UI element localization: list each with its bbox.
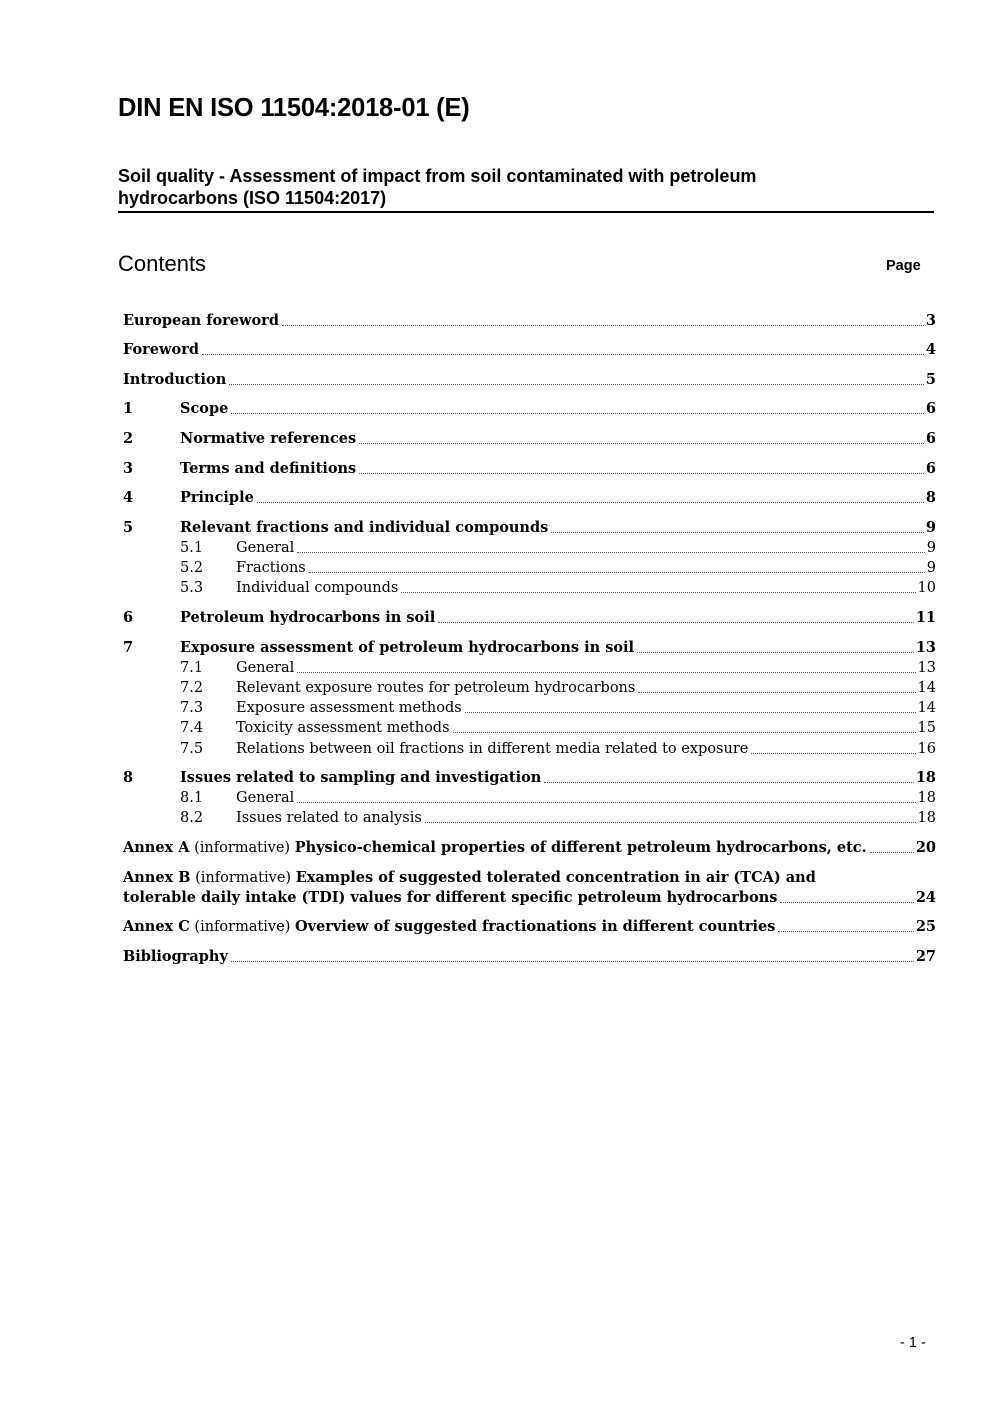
annex-letter: Annex A — [123, 839, 190, 856]
toc-entry[interactable] — [123, 518, 936, 538]
dot-leader — [751, 752, 915, 754]
page-column-label: Page — [886, 258, 921, 274]
toc-entry-title: Exposure assessment of petroleum hydrocarbons in soil — [180, 639, 635, 656]
subtitle-line: Soil quality - Assessment of impact from soil contaminated with petroleum — [118, 166, 757, 186]
dot-leader — [453, 731, 916, 733]
toc-entry-page: 13 — [915, 639, 936, 656]
toc-entry-page: 10 — [917, 580, 936, 596]
toc-entry-title: General — [236, 660, 295, 676]
toc-entry-page: 18 — [915, 769, 936, 786]
dot-leader — [297, 551, 924, 553]
toc-entry-page: 9 — [926, 560, 936, 576]
toc-entry[interactable] — [123, 429, 936, 449]
toc-entry-number: 5.2 — [180, 560, 204, 576]
toc-entry-page: 14 — [917, 700, 936, 716]
toc-entry-number: 3 — [123, 460, 134, 477]
toc-entry-page: 9 — [926, 540, 936, 556]
toc-entry-title: General — [236, 790, 295, 806]
toc-entry-title: Foreword — [123, 341, 199, 358]
toc-entry-title: Physico-chemical properties of different petroleum hydrocarbons, etc. — [294, 839, 867, 856]
toc-subentry[interactable] — [123, 678, 936, 698]
dot-leader — [465, 711, 916, 713]
toc-entry-number: 1 — [123, 400, 134, 417]
toc-entry-title: Toxicity assessment methods — [236, 720, 450, 736]
toc-subentry[interactable] — [123, 808, 936, 828]
toc-annex-entry[interactable] — [123, 917, 936, 937]
toc-subentry[interactable] — [123, 578, 936, 598]
toc-subentry[interactable] — [123, 739, 936, 759]
toc-entry-title: Relevant exposure routes for petroleum hydrocarbons — [236, 680, 636, 696]
dot-leader — [638, 691, 915, 693]
toc-entry-number: 8 — [123, 769, 134, 786]
toc-entry[interactable] — [123, 488, 936, 508]
toc-entry-page: 25 — [915, 918, 936, 935]
dot-leader — [309, 571, 925, 573]
toc-entry-title: General — [236, 540, 295, 556]
toc-entry-number: 7.5 — [180, 741, 204, 757]
toc-subentry[interactable] — [123, 718, 936, 738]
toc-subentry[interactable] — [123, 558, 936, 578]
toc-entry-page: 18 — [917, 810, 936, 826]
annex-letter: Annex B — [123, 869, 191, 886]
toc-entry-title: Principle — [180, 489, 254, 506]
annex-informative: (informative) — [194, 919, 291, 935]
toc-entry-number: 8.1 — [180, 790, 204, 806]
toc-annex-entry[interactable] — [123, 838, 936, 858]
annex-informative: (informative) — [194, 840, 291, 856]
toc-entry[interactable] — [123, 638, 936, 658]
toc-entry[interactable] — [123, 340, 936, 360]
toc-subentry[interactable] — [123, 788, 936, 808]
toc-entry-number: 7.2 — [180, 680, 204, 696]
toc-entry-number: 5 — [123, 519, 134, 536]
toc-entry-page: 3 — [925, 312, 936, 329]
annex-letter: Annex C — [123, 918, 190, 935]
toc-entry[interactable] — [123, 947, 936, 967]
toc-entry[interactable] — [123, 399, 936, 419]
toc-subentry[interactable] — [123, 658, 936, 678]
dot-leader — [401, 591, 915, 593]
toc-entry-number: 7 — [123, 639, 134, 656]
toc-entry-title: Petroleum hydrocarbons in soil — [180, 609, 436, 626]
toc-subentry[interactable] — [123, 698, 936, 718]
dot-leader — [297, 671, 915, 673]
toc-entry-title: tolerable daily intake (TDI) values for different specific petroleum hydrocarbons — [123, 889, 778, 906]
toc-entry-title: Exposure assessment methods — [236, 700, 462, 716]
toc-entry-title: Relations between oil fractions in different media related to exposure — [236, 741, 749, 757]
dot-leader — [359, 442, 924, 444]
toc-entry-number: 7.4 — [180, 720, 204, 736]
toc-entry-number: 2 — [123, 430, 134, 447]
toc-annex-label — [123, 868, 816, 888]
toc-entry-page: 18 — [917, 790, 936, 806]
toc-entry-title: Individual compounds — [236, 580, 399, 596]
dot-leader — [438, 621, 914, 623]
toc-entry-title: Bibliography — [123, 948, 228, 965]
toc-entry-page: 20 — [915, 839, 936, 856]
dot-leader — [297, 801, 915, 803]
dot-leader — [257, 501, 924, 503]
toc-entry-page: 24 — [915, 889, 936, 906]
toc-entry-number: 6 — [123, 609, 134, 626]
toc-entry-page: 13 — [917, 660, 936, 676]
toc-entry-number: 7.1 — [180, 660, 204, 676]
annex-informative: (informative) — [195, 870, 292, 886]
toc-entry-page: 9 — [925, 519, 936, 536]
toc-annex-entry[interactable] — [123, 868, 936, 888]
toc-entry-title: Issues related to analysis — [236, 810, 422, 826]
toc-entry-title: Relevant fractions and individual compounds — [180, 519, 549, 536]
toc-entry[interactable] — [123, 608, 936, 628]
dot-leader — [425, 821, 916, 823]
toc-entry[interactable] — [123, 768, 936, 788]
toc-entry-number: 8.2 — [180, 810, 204, 826]
dot-leader — [637, 651, 914, 653]
toc-subentry[interactable] — [123, 538, 936, 558]
toc-entry-page: 6 — [925, 430, 936, 447]
dot-leader — [544, 781, 913, 783]
toc-entry-number: 5.3 — [180, 580, 204, 596]
page-number: - 1 - — [900, 1335, 926, 1351]
toc-entry-page: 5 — [925, 371, 936, 388]
toc-entry-page: 16 — [917, 741, 936, 757]
toc-entry-title: Terms and definitions — [180, 460, 357, 477]
toc-entry-title: Examples of suggested tolerated concentration in air (TCA) and — [295, 869, 816, 886]
dot-leader — [780, 901, 913, 903]
document-title: DIN EN ISO 11504:2018-01 (E) — [118, 94, 470, 122]
subtitle-line: hydrocarbons (ISO 11504:2017) — [118, 188, 387, 208]
dot-leader — [231, 412, 924, 414]
toc-entry-title: Issues related to sampling and investigation — [180, 769, 542, 786]
dot-leader — [359, 472, 924, 474]
toc-entry-page: 8 — [925, 489, 936, 506]
toc-entry[interactable] — [123, 311, 936, 331]
toc-entry-page: 11 — [915, 609, 936, 626]
dot-leader — [229, 383, 924, 385]
toc-entry-title: Overview of suggested fractionations in different countries — [294, 918, 776, 935]
toc-entry-page: 6 — [925, 460, 936, 477]
toc-entry-page: 6 — [925, 400, 936, 417]
toc-annex-label — [123, 917, 775, 937]
contents-heading: Contents — [118, 251, 207, 276]
toc-entry-title: Fractions — [236, 560, 306, 576]
toc-annex-label — [123, 838, 867, 858]
toc-entry[interactable] — [123, 459, 936, 479]
toc-entry-page: 27 — [915, 948, 936, 965]
toc-entry-number: 4 — [123, 489, 134, 506]
dot-leader — [551, 531, 924, 533]
document-subtitle — [118, 165, 934, 213]
dot-leader — [282, 324, 924, 326]
toc-entry-title: Scope — [180, 400, 229, 417]
toc-entry-title: Normative references — [180, 430, 357, 447]
toc-annex-entry-continued[interactable] — [123, 888, 936, 908]
toc-entry-page: 4 — [925, 341, 936, 358]
toc-entry-number: 5.1 — [180, 540, 204, 556]
toc-entry-title: European foreword — [123, 312, 279, 329]
dot-leader — [870, 851, 914, 853]
toc-entry-page: 15 — [917, 720, 936, 736]
toc-entry-title: Introduction — [123, 371, 227, 388]
toc-entry-page: 14 — [917, 680, 936, 696]
toc-entry[interactable] — [123, 370, 936, 390]
dot-leader — [202, 353, 924, 355]
dot-leader — [778, 930, 913, 932]
toc-entry-number: 7.3 — [180, 700, 204, 716]
dot-leader — [231, 960, 914, 962]
